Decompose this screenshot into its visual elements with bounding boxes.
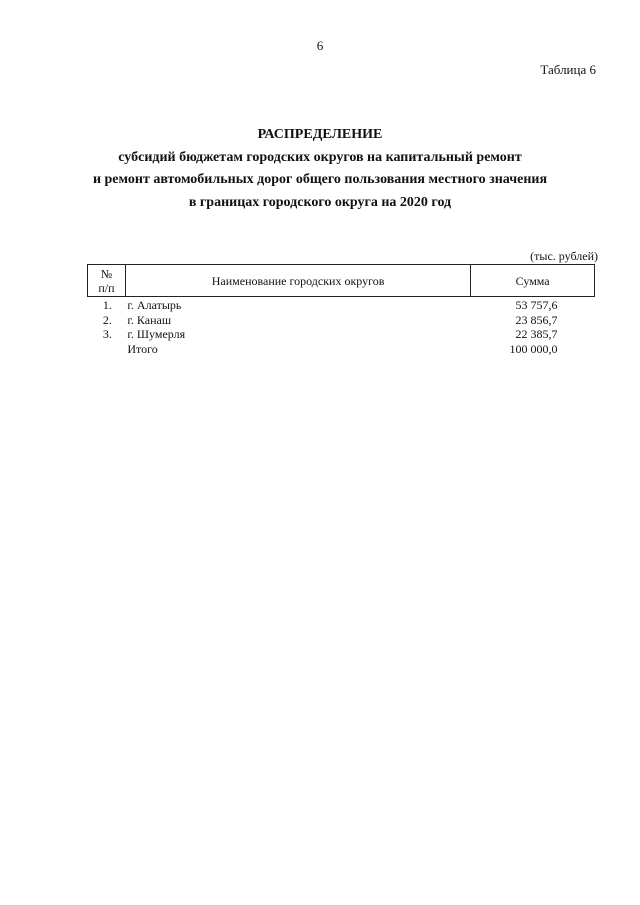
- header-number: [88, 265, 126, 297]
- units-note: (тыс. рублей): [530, 249, 598, 263]
- total-label: Итого: [127, 341, 158, 356]
- header-number-symbol: №: [100, 266, 113, 281]
- title-subtitle-line-1: субсидий бюджетам городских округов на капитальный ремонт: [118, 149, 522, 165]
- document-title: [0, 124, 640, 214]
- row-number: 1.: [102, 298, 112, 312]
- table-row: [88, 327, 595, 342]
- row-sum: 22 385,7: [515, 327, 558, 341]
- row-district-name: г. Шумерля: [127, 327, 186, 341]
- header-sum: Сумма: [471, 265, 595, 297]
- row-number: 2.: [102, 312, 112, 327]
- page-number: 6: [316, 38, 324, 53]
- table-label: Таблица 6: [540, 62, 596, 77]
- table-header-row: [88, 265, 595, 297]
- subsidy-table: [87, 264, 595, 356]
- title-subtitle-line-3: в границах городского округа на 2020 год: [188, 194, 452, 210]
- title-subtitle-line-2: и ремонт автомобильных дорог общего пользования местного значения: [92, 172, 548, 187]
- row-district-name: г. Алатырь: [127, 298, 182, 312]
- table-row: [88, 313, 595, 328]
- title-heading: РАСПРЕДЕЛЕНИЕ: [257, 127, 383, 142]
- header-name: Наименование городских округов: [125, 265, 470, 297]
- row-number: 3.: [102, 327, 112, 341]
- row-sum: 23 856,7: [515, 312, 558, 327]
- header-number-abbrev: п/п: [98, 280, 115, 295]
- total-sum: 100 000,0: [509, 341, 558, 356]
- table-row: [88, 297, 595, 313]
- row-district-name: г. Канаш: [127, 312, 172, 327]
- row-sum: 53 757,6: [515, 298, 558, 312]
- table-total-row: [88, 342, 595, 357]
- total-row-number: [88, 342, 126, 357]
